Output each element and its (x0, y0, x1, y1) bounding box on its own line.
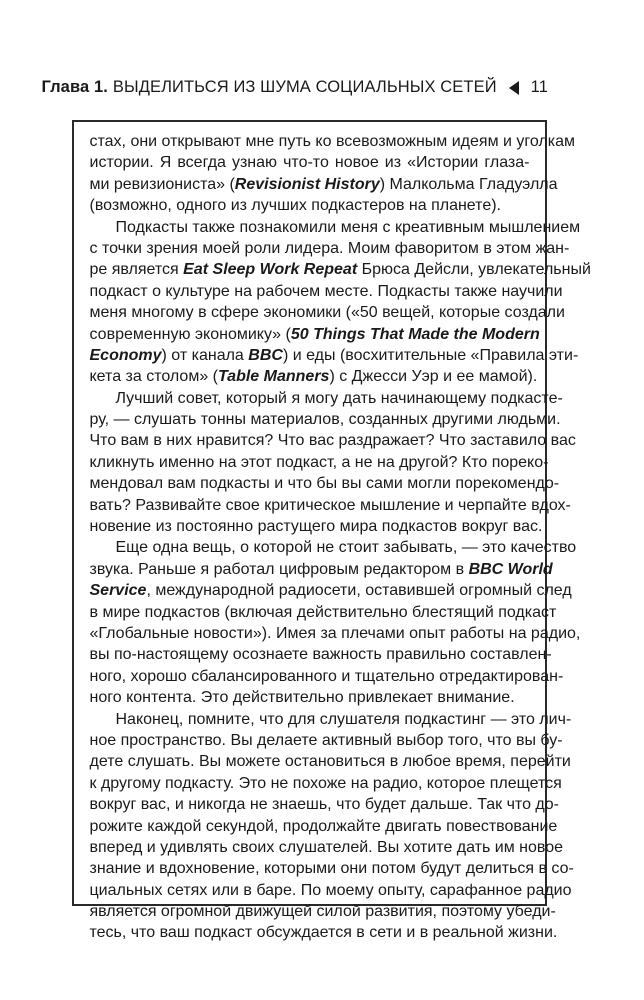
text-line (89, 623, 581, 644)
text-line (90, 687, 530, 708)
text-segment: современную экономику» ( (89, 325, 291, 343)
text-segment: ного, хорошо сбалансированного и тщательно отредактирован- (89, 667, 564, 685)
text-line (90, 217, 581, 238)
text-segment: ного контента. Это действительно привлекает внимание. (89, 689, 515, 707)
text-segment: Наконец, помните, что для слушателя подкастинг — это лич- (115, 710, 572, 728)
text-segment: кликнуть именно на этот подкаст, а не на другой? Кто пореко- (89, 453, 549, 471)
text-line (89, 837, 564, 858)
text-line (89, 602, 557, 623)
page-number: 11 (530, 78, 548, 96)
text-line (89, 580, 572, 601)
text-segment: меня многому в сфере экономики («50 вещей, которые создали (89, 304, 565, 322)
running-header (41, 78, 548, 97)
text-segment: является огромной движущей силой развития, поэтому убеди- (89, 903, 556, 921)
chapter-title: ВЫДЕЛИТЬСЯ ИЗ ШУМА СОЦИАЛЬНЫХ СЕТЕЙ (112, 78, 497, 96)
italic-title: Table Manners (218, 368, 330, 386)
text-segment: звука. Раньше я работал цифровым редактором в (89, 560, 469, 578)
text-line (89, 281, 563, 302)
text-segment: , международной радиосети, оставившей огромный след (146, 582, 572, 600)
text-line (89, 131, 576, 152)
text-segment: ре является (89, 261, 184, 279)
italic-title: BBC World (468, 560, 553, 578)
text-line (90, 709, 572, 730)
text-line (89, 430, 576, 451)
text-line (89, 324, 540, 345)
text-line (89, 922, 558, 943)
text-segment: знание и вдохновение, которыми они потом будут делиться в со- (89, 860, 574, 878)
text-line (89, 366, 538, 387)
text-segment: Что вам в них нравится? Что вас раздражает? Что заставило вас (89, 432, 576, 450)
text-segment: ное пространство. Вы делаете активный выбор того, что вы бу- (89, 731, 563, 749)
text-line (89, 858, 574, 879)
italic-title: Economy (89, 346, 162, 364)
text-line (89, 773, 562, 794)
text-line (89, 901, 556, 922)
text-segment: Лучший совет, который я могу дать начинающему подкасте- (115, 389, 563, 407)
text-line (89, 666, 564, 687)
text-segment: тесь, что ваш подкаст обсуждается в сети и в реальной жизни. (89, 924, 558, 942)
text-line (89, 880, 572, 901)
text-segment: Брюса Дейсли, увлекательный (357, 261, 591, 279)
text-segment: вать? Развивайте свое критическое мышление и черпайте вдох- (89, 496, 571, 514)
text-segment: ) от канала (161, 346, 249, 364)
text-line (89, 345, 579, 366)
text-line (89, 730, 563, 751)
text-segment: «Глобальные новости»). Имея за плечами опыт работы на радио, (89, 624, 581, 642)
text-line (89, 516, 543, 537)
text-segment: с точки зрения моей роли лидера. Моим фаворитом в этом жан- (89, 239, 570, 257)
text-segment: ми ревизиониста» ( (89, 175, 235, 193)
body-text (89, 131, 591, 944)
text-line (89, 559, 553, 580)
text-segment: циальных сетях или в баре. По моему опыту, сарафанное радио (89, 881, 572, 899)
italic-title: BBC (248, 346, 283, 364)
text-segment: дете слушать. Вы можете остановиться в любое время, перейти (89, 753, 571, 771)
text-segment: вы по-настоящему осознаете важность правильно составлен- (89, 646, 552, 664)
text-segment: стах, они открывают мне путь ко всевозможным идеям и уголкам (89, 133, 576, 150)
text-segment: ру, — слушать тонны материалов, созданных другими людьми. (89, 411, 561, 429)
text-segment: (возможно, одного из лучших подкастеров на планете). (89, 197, 501, 215)
text-segment: рожите каждой секундой, продолжайте двигать повествование (89, 817, 558, 835)
text-segment: истории. Я всегда узнаю что-то новое из «Истории глаза- (89, 154, 530, 172)
text-segment: ) Малкольма Гладуэлла (379, 175, 558, 193)
text-segment: вокруг вас, и никогда не знаешь, что будет дальше. Так что до- (89, 796, 559, 814)
bordered-text-box (72, 120, 591, 942)
text-segment: вперед и удивлять своих слушателей. Вы хотите дать им новое (89, 838, 564, 856)
italic-title: 50 Things That Made the Modern (290, 325, 540, 343)
left-triangle-icon (509, 81, 519, 95)
text-line (89, 816, 558, 837)
text-line (90, 195, 530, 216)
text-segment: подкаст о культуре на рабочем месте. Подкасты также научили (89, 282, 563, 300)
text-line (90, 152, 530, 173)
text-line (89, 644, 552, 665)
text-line (89, 238, 570, 259)
text-line (90, 388, 563, 409)
text-line (89, 259, 591, 280)
text-line (89, 409, 561, 430)
text-line (89, 751, 571, 772)
text-segment: кета за столом» ( (89, 368, 218, 386)
text-segment: мендовал вам подкасты и что бы вы сами могли порекомендо- (89, 475, 560, 493)
text-line (90, 537, 577, 558)
text-line (89, 473, 560, 494)
italic-title: Service (89, 582, 147, 600)
italic-title: Revisionist History (234, 175, 380, 193)
text-segment: ) и еды (восхитительные «Правила эти- (282, 346, 579, 364)
text-line (89, 794, 559, 815)
text-segment: Еще одна вещь, о которой не стоит забывать, — это качество (115, 539, 577, 557)
text-line (89, 302, 565, 323)
text-segment: в мире подкастов (включая действительно блестящий подкаст (89, 603, 557, 621)
text-line (89, 174, 558, 195)
chapter-label: Глава 1. (41, 78, 108, 96)
text-segment: новение из постоянно растущего мира подкастов вокруг вас. (89, 518, 543, 536)
text-line (89, 495, 571, 516)
text-segment: ) с Джесси Уэр и ее мамой). (329, 368, 538, 386)
italic-title: Eat Sleep Work Repeat (183, 261, 358, 279)
text-segment: к другому подкасту. Это не похоже на радио, которое плещется (89, 774, 562, 792)
text-segment: Подкасты также познакомили меня с креативным мышлением (115, 218, 581, 236)
text-line (89, 452, 549, 473)
